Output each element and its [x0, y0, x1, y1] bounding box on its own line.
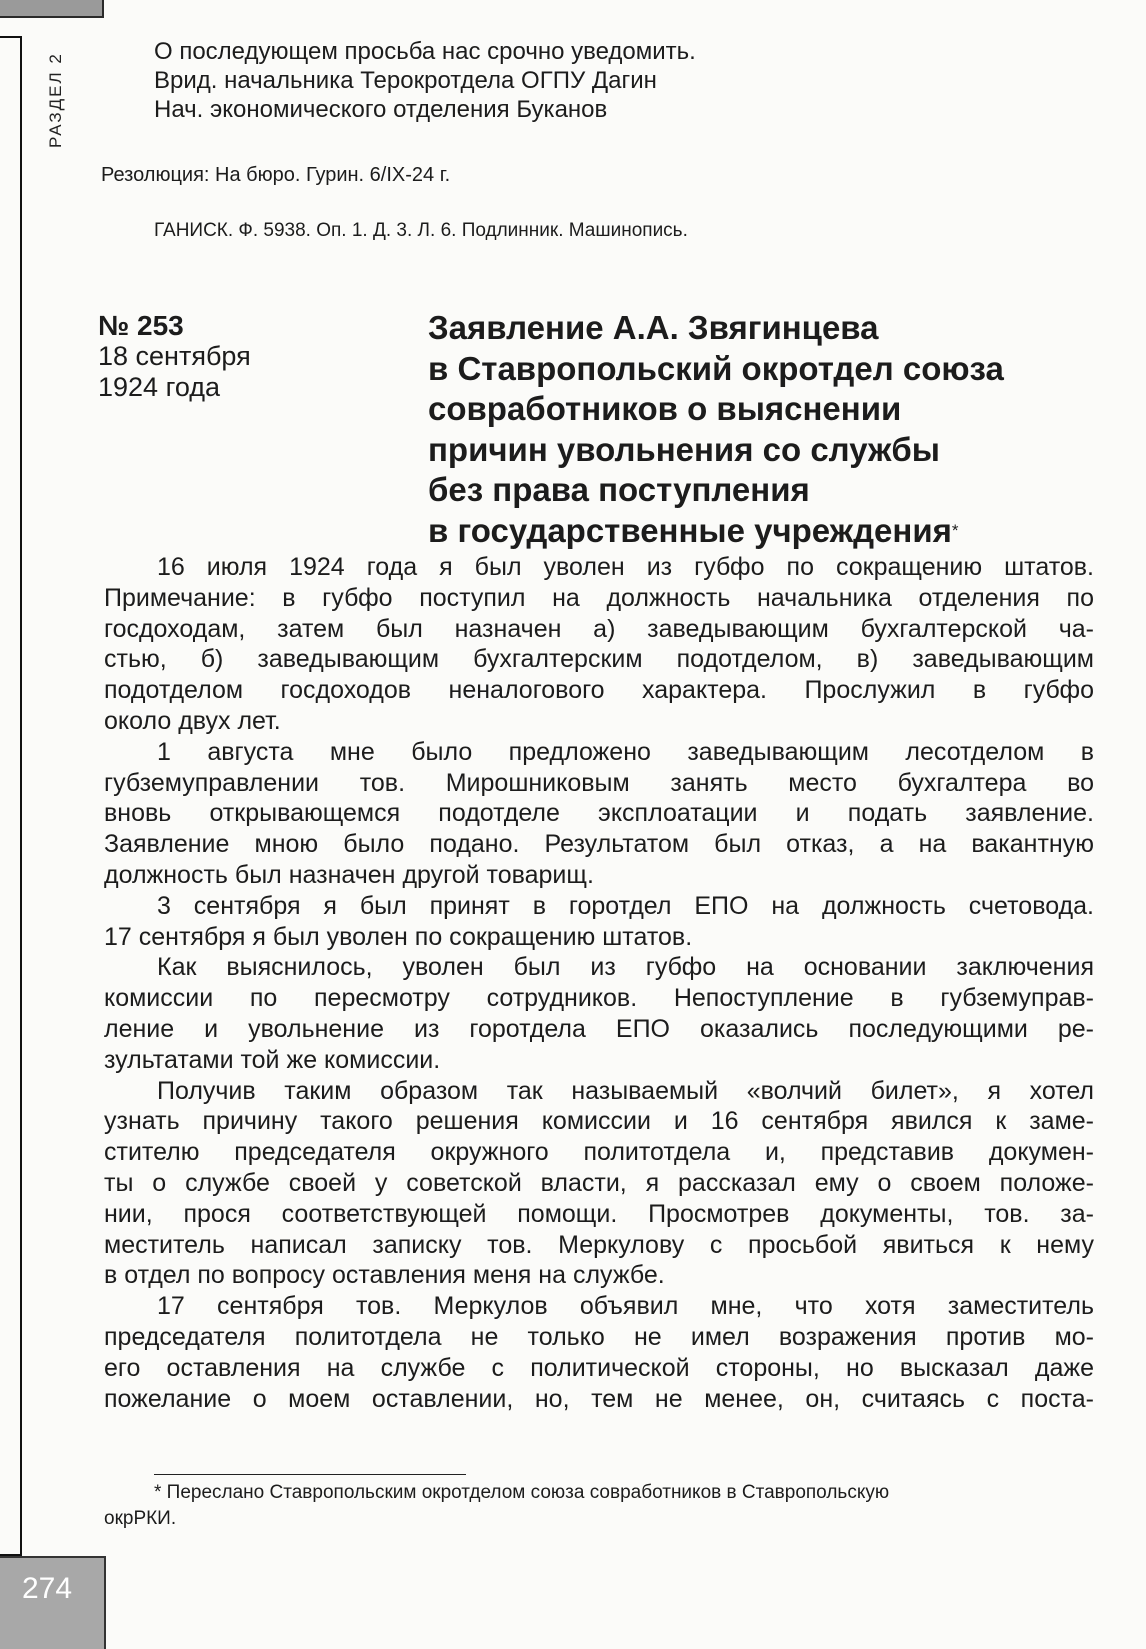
section-label: РАЗДЕЛ 2	[46, 52, 65, 148]
title-line-last	[428, 511, 1118, 552]
body-line: 17 сентября я был уволен по сокращению штатов.	[104, 922, 693, 951]
body-line: Примечание: в губфо поступил на должность начальника отделения по	[104, 583, 1094, 612]
body-line: зультатами той же комиссии.	[104, 1045, 441, 1074]
body-line: стителю председателя окружного политотдела и, представив докумен-	[104, 1138, 1094, 1167]
body-line: Получив таким образом так называемый «волчий билет», я хотел	[157, 1076, 1094, 1105]
document-date-day: 18 сентября	[98, 341, 251, 371]
body-line: в отдел по вопросу оставления меня на службе.	[104, 1261, 665, 1290]
body-line: председателя политотдела не только не имел возражения против мо-	[104, 1322, 1094, 1351]
title-line: причин увольнения со службы	[428, 430, 940, 468]
body-line: Как выяснилось, уволен был из губфо на основании заключения	[157, 953, 1094, 982]
previous-doc-line: Врид. начальника Терокротдела ОГПУ Дагин	[154, 67, 657, 94]
body-line: узнать причину такого решения комиссии и 16 сентября явился к заме-	[104, 1107, 1094, 1136]
document-body	[104, 552, 1094, 1414]
body-line: 17 сентября тов. Меркулов объявил мне, что хотя заместитель	[157, 1292, 1094, 1321]
footnote-marker: *	[951, 520, 959, 540]
footnote	[104, 1480, 1094, 1532]
body-line: Заявление мною было подано. Результатом был отказ, а на вакантную	[104, 830, 1094, 859]
title-line: Заявление А.А. Звягинцева	[428, 309, 879, 346]
body-line: пожелание о моем оставлении, но, тем не менее, он, считаясь с поста-	[104, 1384, 1094, 1413]
body-line: стью, б) заведывающим бухгалтерским подотделом, в) заведывающим	[104, 645, 1094, 674]
body-line: ты о службе своей у советской власти, я рассказал ему о своем положе-	[104, 1168, 1094, 1197]
document-title	[428, 308, 1118, 551]
title-line: совработников о выяснении	[428, 390, 902, 427]
body-line: его оставления на службе с политической стороны, но высказал даже	[104, 1353, 1094, 1382]
body-line: губземуправлении тов. Мирошниковым занять место бухгалтера во	[104, 768, 1094, 797]
document-meta	[98, 310, 251, 403]
archive-reference: ГАНИСК. Ф. 5938. Оп. 1. Д. 3. Л. 6. Подлинник. Машинопись.	[154, 220, 688, 241]
body-line: 1 августа мне было предложено заведывающим лесотделом в	[157, 737, 1094, 766]
body-line: вновь открывающемся подотделе эксплоатации и подать заявление.	[104, 799, 1094, 828]
body-line: подотделом госдоходов неналогового характера. Прослужил в губфо	[104, 676, 1094, 705]
title-line: в государственные учреждения	[428, 511, 952, 549]
title-line: в Ставропольский окротдел союза	[428, 349, 1004, 387]
page-number: 274	[22, 1572, 73, 1605]
footnote-line: * Переслано Ставропольским окротделом союза совработников в Ставропольскую	[154, 1482, 890, 1503]
body-line: госдоходам, затем был назначен а) заведывающим бухгалтерской ча-	[104, 614, 1094, 643]
body-line: комиссии по пересмотру сотрудников. Непоступление в губземуправ-	[104, 984, 1094, 1013]
body-line: около двух лет.	[104, 706, 281, 735]
body-line: меститель написал записку тов. Меркулову с просьбой явиться к нему	[104, 1230, 1094, 1259]
header-tab	[0, 0, 104, 18]
body-line: 16 июля 1924 года я был уволен из губфо по сокращению штатов.	[157, 553, 1094, 581]
body-line: должность был назначен другой товарищ.	[104, 860, 594, 889]
body-line: ление и увольнение из горотдела ЕПО оказались последующими ре-	[104, 1014, 1094, 1043]
body-line: нии, прося соответствующей помощи. Просмотрев документы, тов. за-	[104, 1199, 1094, 1228]
previous-doc-line: Нач. экономического отделения Буканов	[154, 96, 608, 123]
document-date-year: 1924 года	[98, 372, 221, 402]
footnote-rule	[154, 1474, 466, 1475]
footnote-line: окрРКИ.	[104, 1508, 177, 1529]
document-number: № 253	[98, 310, 184, 341]
page-number-box	[0, 1556, 106, 1649]
previous-doc-line: О последующем просьба нас срочно уведомить.	[154, 38, 696, 65]
margin-frame	[0, 36, 22, 1556]
title-line: без права поступления	[428, 471, 810, 508]
body-line: 3 сентября я был принят в горотдел ЕПО на должность счетовода.	[157, 891, 1094, 920]
resolution-note: Резолюция: На бюро. Гурин. 6/IX-24 г.	[101, 164, 451, 186]
